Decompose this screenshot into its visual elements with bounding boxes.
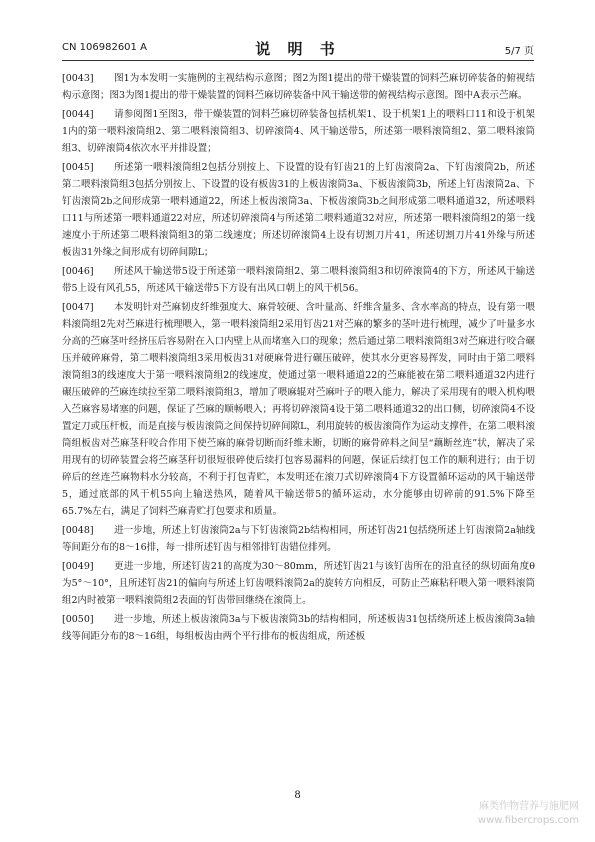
paragraph-text: 所述风干输送带5设于所述第一喂料滚筒组2、第二喂料滚筒组3和切碎滚筒4的下方，所述风干输送带5上设有风孔55，所述风干输送带5下方设有出风口朝上的风干机56。 [62,266,535,294]
paragraph-text: 更进一步地，所述钉齿21的高度为30～80mm，所述钉齿21与该钉齿所在的沿直径的纵切面角度θ为5°～10°，且所述钉齿21的偏向与所述上钉齿喂料滚筒2a的旋转方向相反，可防止苎麻粘秆喂入第一喂料滚筒组2内时被第一喂料滚筒组2表面的钉齿带回继绕在滚筒上。 [62,561,535,606]
paragraph [62,70,535,104]
paragraph-number: [0044] [62,109,94,120]
watermark [478,800,579,828]
paragraph-text: 所述第一喂料滚筒组2包括分别按上、下设置的设有钉齿21的上钉齿滚筒2a、下钉齿滚筒2b，所述第二喂料滚筒组3包括分别按上、下设置的设有板齿31的上板齿滚筒3a、下板齿滚筒3b，所述上钉齿滚筒2a、下钉齿滚筒2b之间形成第一喂料通道22，所述上板齿滚筒3a、下板齿滚筒3b之间形成第二喂料通道32，所述喂料口11与所述第一喂料通道22对应，所述切碎滚筒4与所述第二喂料通道32对应，所述第一喂料滚筒组2的第一线速度小于所述第二喂料滚筒组3的第二线速度；所述切碎滚筒4上设有切割刀片41，所述切割刀片41外缘与所述板齿31外缘之间形成有切碎间隙L； [62,162,535,258]
paragraph-text: 图1为本发明一实施例的主视结构示意图；图2为图1提出的带干燥装置的饲料苎麻切碎装备的俯视结构示意图；图3为图1提出的带干燥装置的饲料苎麻切碎装备中风干输送带的俯视结构示意图。图中A表示苎麻。 [62,73,535,101]
paragraph-number: [0048] [62,525,94,536]
paragraph-text: 本发明针对苎麻韧皮纤维强度大、麻骨较硬、含叶量高、纤维含量多、含水率高的特点，设有第一喂料滚筒组2先对苎麻进行梳理喂入，第一喂料滚筒组2采用钉齿21对苎麻的繁多的茎叶进行梳理，减少了叶量多水分高的苎麻茎叶经挤压后容易附在入口内壁上从而堵塞入口的现象；然后通过第二喂料滚筒组3对苎麻进行咬合碾压并破碎麻骨，第二喂料滚筒组3采用板齿31对硬麻骨进行碾压破碎，使其水分更容易挥发，同时由于第二喂料滚筒组3的线速度大于第一喂料滚筒组2的线速度，使通过第一喂料通道22的苎麻能被在第二喂料通道32内进行碾压破碎的苎麻连续拉至第二喂料滚筒组3，增加了喂麻辊对苎麻叶子的喂入能力，解决了采用现有的喂入机构喂入苎麻容易堵塞的问题，保证了苎麻的顺畅喂入；再将切碎滚筒4设于第二喂料通道32的出口侧，切碎滚筒4不设置定刀或压杆板，而是直接与板齿滚筒之间保持切碎间隙L，利用旋转的板齿滚筒作为运动支撑件，在第二喂料滚筒组板齿对苎麻茎秆咬合作用下使苎麻的麻骨切断而纤维未断，切断的麻骨碎料之间呈“藕断丝连”状，解决了采用现有的切碎装置会将苎麻茎秆切很短很碎使后续打包容易漏料的问题，保证后续打包工作的顺利进行；由于切碎后的丝连苎麻物料水分较高，不利于打包青贮，本发明还在滚刀式切碎滚筒4下方设置循环运动的风干输送带5，通过底部的风干机55向上输送热风，随着风干输送带5的循环运动，水分能够由切碎前的91.5%下降至65.7%左右，满足了饲料苎麻青贮打包要求和质量。 [62,302,535,517]
paragraph [62,611,535,645]
paragraph-number: [0047] [62,302,94,313]
document-body [62,70,535,775]
paragraph [62,299,535,520]
page-number: 8 [294,790,301,801]
paragraph-number: [0045] [62,162,94,173]
paragraph-text: 请参阅图1至图3，带干燥装置的饲料苎麻切碎装备包括机架1、设于机架1上的喂料口11和设于机架1内的第一喂料滚筒组2、第二喂料滚筒组3、切碎滚筒4、风干输送带5，所述第一喂料滚筒组2、第二喂料滚筒组3、切碎滚筒4依次水平并排设置； [62,109,535,154]
paragraph [62,558,535,609]
paragraph-number: [0043] [62,73,94,84]
watermark-line: 麻类作物营养与施肥网 [479,801,579,812]
paragraph [62,522,535,556]
watermark-line: www.fibercrops.com [477,815,579,826]
paragraph-number: [0049] [62,561,94,572]
paragraph-number: [0050] [62,614,94,625]
page-header [62,38,534,61]
paragraph-number: [0046] [62,266,94,277]
paragraph-text: 进一步地，所述上板齿滚筒3a与下板齿滚筒3b的结构相同，所述板齿31包括绕所述上板齿滚筒3a轴线等间距分布的8～16组，每组板齿由两个平行排布的板齿组成，所述板 [62,614,535,642]
paragraph [62,159,535,261]
publication-number: CN 106982601 A [62,42,147,53]
paragraph [62,106,535,157]
document-title: 说 明 书 [255,40,341,58]
paragraph [62,263,535,297]
paragraph-text: 进一步地，所述上钉齿滚筒2a与下钉齿滚筒2b结构相同，所述钉齿21包括绕所述上钉齿滚筒2a轴线等间距分布的8～16排，每一排所述钉齿与相邻排钉齿错位排列。 [62,525,535,553]
page-indicator: 5/7 页 [504,46,534,57]
